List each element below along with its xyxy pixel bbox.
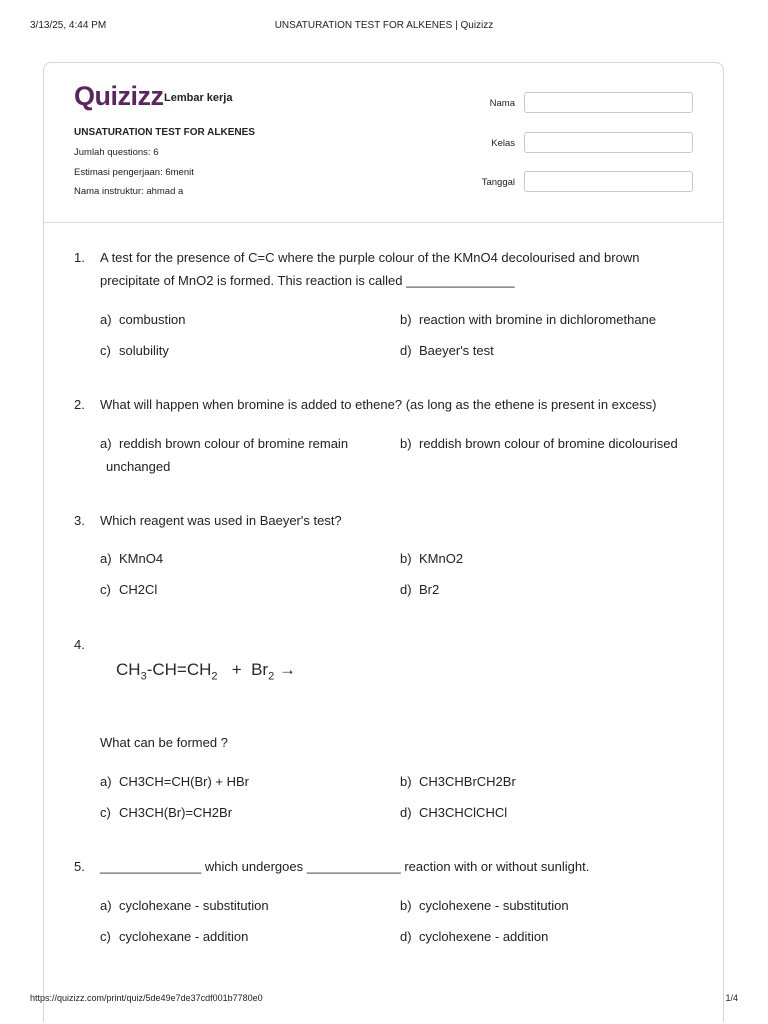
question-1-number: 1. (74, 250, 85, 265)
question-1-line2: precipitate of MnO2 is formed. This reaction is called _______________ (100, 273, 515, 288)
q3-option-b[interactable]: b) KMnO2 (400, 551, 464, 566)
quiz-title: UNSATURATION TEST FOR ALKENES (74, 127, 255, 138)
class-input[interactable] (524, 132, 693, 153)
q4-option-c[interactable]: c) CH3CH(Br)=CH2Br (100, 805, 233, 820)
q1-option-c[interactable]: c) solubility (100, 343, 169, 358)
q1-option-a[interactable]: a) combustion (100, 312, 186, 327)
question-4-text: What can be formed ? (100, 735, 228, 750)
print-title: UNSATURATION TEST FOR ALKENES | Quizizz (274, 20, 494, 31)
page-number: 1/4 (725, 993, 738, 1003)
question-2-text: What will happen when bromine is added to ethene? (as long as the ethene is present in excess) (100, 397, 657, 412)
q3-option-a[interactable]: a) KMnO4 (100, 551, 164, 566)
q3-option-c[interactable]: c) CH2Cl (100, 582, 158, 597)
name-label: Nama (489, 98, 515, 109)
question-3-text: Which reagent was used in Baeyer's test? (100, 513, 342, 528)
q1-option-d[interactable]: d) Baeyer's test (400, 343, 494, 358)
question-1-text (100, 246, 670, 292)
question-3-number: 3. (74, 513, 85, 528)
print-footer (30, 993, 738, 1007)
worksheet-header (44, 63, 723, 223)
worksheet-subtitle: Lembar kerja (164, 92, 233, 104)
print-url: https://quizizz.com/print/quiz/5de49e7de37cdf001b7780e0 (30, 993, 263, 1003)
q3-option-d[interactable]: d) Br2 (400, 582, 440, 597)
name-input[interactable] (524, 92, 693, 113)
question-1-line1: A test for the presence of C=C where the purple colour of the KMnO4 decolourised and brown (100, 250, 640, 265)
arrow-icon: → (278, 660, 296, 679)
instructor: Nama instruktur: ahmad a (74, 186, 184, 197)
q4-option-a[interactable]: a) CH3CH=CH(Br) + HBr (100, 774, 250, 789)
worksheet-card (43, 62, 724, 1022)
q5-option-b[interactable]: b) cyclohexene - substitution (400, 898, 569, 913)
question-4-number: 4. (74, 637, 85, 652)
class-label: Kelas (491, 138, 515, 149)
q2-option-a[interactable]: a) reddish brown colour of bromine remain unchanged (100, 436, 349, 474)
question-count: Jumlah questions: 6 (74, 147, 159, 158)
question-2-number: 2. (74, 397, 85, 412)
date-label: Tanggal (481, 177, 515, 188)
print-header (30, 20, 738, 34)
q5-option-d[interactable]: d) cyclohexene - addition (400, 929, 549, 944)
q5-option-a[interactable]: a) cyclohexane - substitution (100, 898, 269, 913)
q4-option-d[interactable]: d) CH3CHClCHCl (400, 805, 508, 820)
question-5-text: ______________ which undergoes _____________ reaction with or without sunlight. (100, 859, 590, 874)
q5-option-c[interactable]: c) cyclohexane - addition (100, 929, 249, 944)
reaction-equation-image: $CH_3-CH=CH_2$ + $Br_2$ → (116, 660, 296, 683)
q2-option-b[interactable]: b) reddish brown colour of bromine dicolourised (400, 436, 678, 451)
print-datetime: 3/13/25, 4:44 PM (30, 20, 107, 31)
duration: Estimasi pengerjaan: 6menit (74, 167, 194, 178)
date-input[interactable] (524, 171, 693, 192)
q4-option-b[interactable]: b) CH3CHBrCH2Br (400, 774, 516, 789)
quizizz-logo: Quizizz (74, 81, 164, 111)
q1-option-b[interactable]: b) reaction with bromine in dichloromethane (400, 312, 657, 327)
question-5-number: 5. (74, 859, 85, 874)
